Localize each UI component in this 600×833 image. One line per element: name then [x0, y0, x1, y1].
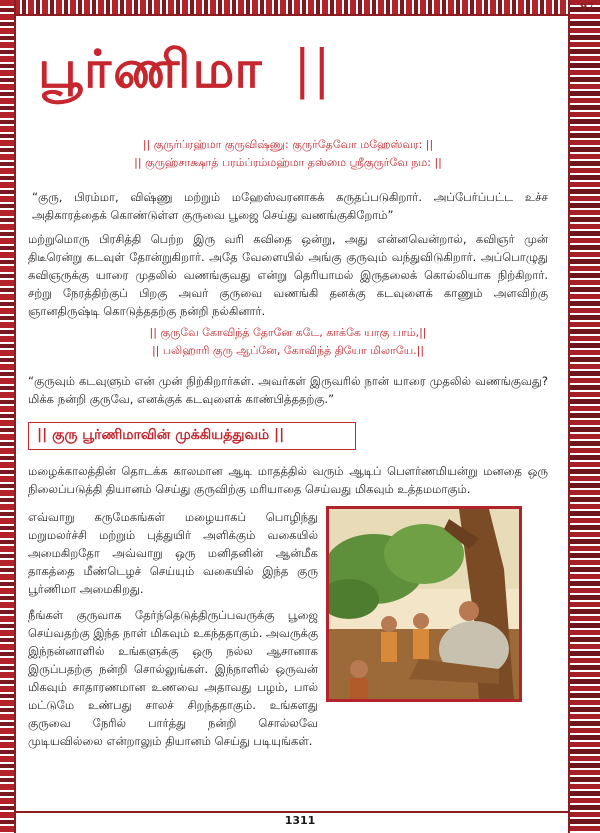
shloka-mid	[28, 324, 548, 360]
shloka-line: || குருஹ்சாக்ஷாத் பரம்ப்ரம்மஹ்மா தஸ்மை ஸ்ரீகுருர்வே நம: ||	[134, 156, 442, 169]
page-number: 1311	[284, 814, 316, 827]
shloka-top	[28, 136, 548, 172]
column-paragraph-one: எவ்வாறு கருமேகங்கள் மழையாகப் பொழிந்து மறுமலர்ச்சி மற்றும் புத்துயிர் அளிக்கும் வகையில் அமைகிறதோ அவ்வாறு ஒரு மனிதனின் ஆன்மீக தாகத்தை மீண்டெழச் செய்யும் வகையில் இந்த குரு பூர்ணிமா அமைகிறது.	[28, 510, 318, 596]
page-title-text: பூர்ணிமா	[38, 39, 264, 100]
page-title-bars: ||	[293, 40, 333, 100]
bottom-divider	[14, 811, 570, 813]
corner-number: 97	[580, 2, 594, 13]
decorative-border-right	[568, 0, 600, 833]
quote-two: “குருவும் கடவுளும் என் முன் நிற்கிறார்கள். அவர்கள் இருவரில் நான் யாரை முதலில் வணங்குவது? மிக்க நன்றி குருவே, எனக்குக் கடவுளைக் காண்பித்ததற்கு.”	[28, 374, 548, 406]
page-title	[38, 39, 548, 100]
column-paragraph-two: நீங்கள் குருவாக தேர்ந்தெடுத்திருப்பவருக்கு பூஜை செய்வதற்கு இந்த நாள் மிகவும் உகந்ததாகும். அவருக்கு இந்நன்னாளில் உங்களுக்கு ஒரு நல்ல ஆசானாக இருப்பதற்கு நன்றி சொல்லுங்கள். இந்நாளில் ஒருவன் மிகவும் சாதாரணமான உணவை அதாவது பழம், பால் மட்டுமே உண்பது சாலச் சிறந்ததாகும். உங்களது குருவை நேரில் பார்த்து நன்றி சொல்லவே முடியவில்லை என்றாலும் தியானம் செய்து படியுங்கள்.	[28, 608, 318, 748]
section-heading: || குரு பூர்ணிமாவின் முக்கியத்துவம் ||	[28, 422, 356, 450]
paragraph-two: மற்றுமொரு பிரசித்தி பெற்ற இரு வரி கவிதை ஒன்று, அது என்னவென்றால், கவிஞர் முன் திடீரென்று கடவுள் தோன்றுகிறார். அதே வேளையில் அங்கு குருவும் வந்துவிடுகிறார். அப்பொழுது கவிஞருக்கு யாரை முதலில் வணங்குவது என்று தெரியாமல் இருதலைக் கொல்லியாக நிற்கிறார். சற்று நேரத்திற்குப் பிறகு அவர் குருவை வணங்கி தனக்கு கடவுளைக் காணும் அளவிற்கு ஞானதிருஷ்டி கொடுத்ததற்கு நன்றி நல்கினார்.	[28, 232, 548, 318]
illustration-svg	[329, 509, 519, 699]
left-column	[28, 508, 318, 750]
guru-disciples-under-tree-illustration	[326, 506, 522, 702]
two-column-section	[28, 508, 548, 758]
page-content	[28, 30, 548, 758]
shloka-line: || பலிஹாரி குரு ஆப்னே, கோவிந்த் தியோ மிலாயே.||	[151, 344, 425, 357]
shloka-line: || குருர்ப்ரஹ்மா குருவிஷ்ணு: குருர்தேவோ மஹேஸ்வர: ||	[142, 138, 434, 151]
decorative-border-top	[14, 0, 570, 16]
quote-one: “குரு, பிரம்மா, விஷ்ணு மற்றும் மஹேஸ்வரனாகக் கருதப்படுகிறார். அப்பேர்ப்பட்ட உச்ச அதிகாரத்தைக் கொண்டுள்ள குருவை பூஜை செய்து வணங்குகிறோம்”	[32, 190, 548, 222]
shloka-line: || குருவே கோவிந்த் தோனே கடே, காக்கே யாகு பாம்,||	[149, 326, 427, 339]
decorative-border-left	[0, 0, 16, 833]
intro-paragraph: மழைக்காலத்தின் தொடக்க காலமான ஆடி மாதத்தில் வரும் ஆடிப் பௌர்ணமியன்று மனதை ஒரு நிலைப்படுத்தி தியானம் செய்து குருவிற்கு மரியாதை செய்வது மிகவும் உத்தமமாகும்.	[28, 464, 548, 496]
